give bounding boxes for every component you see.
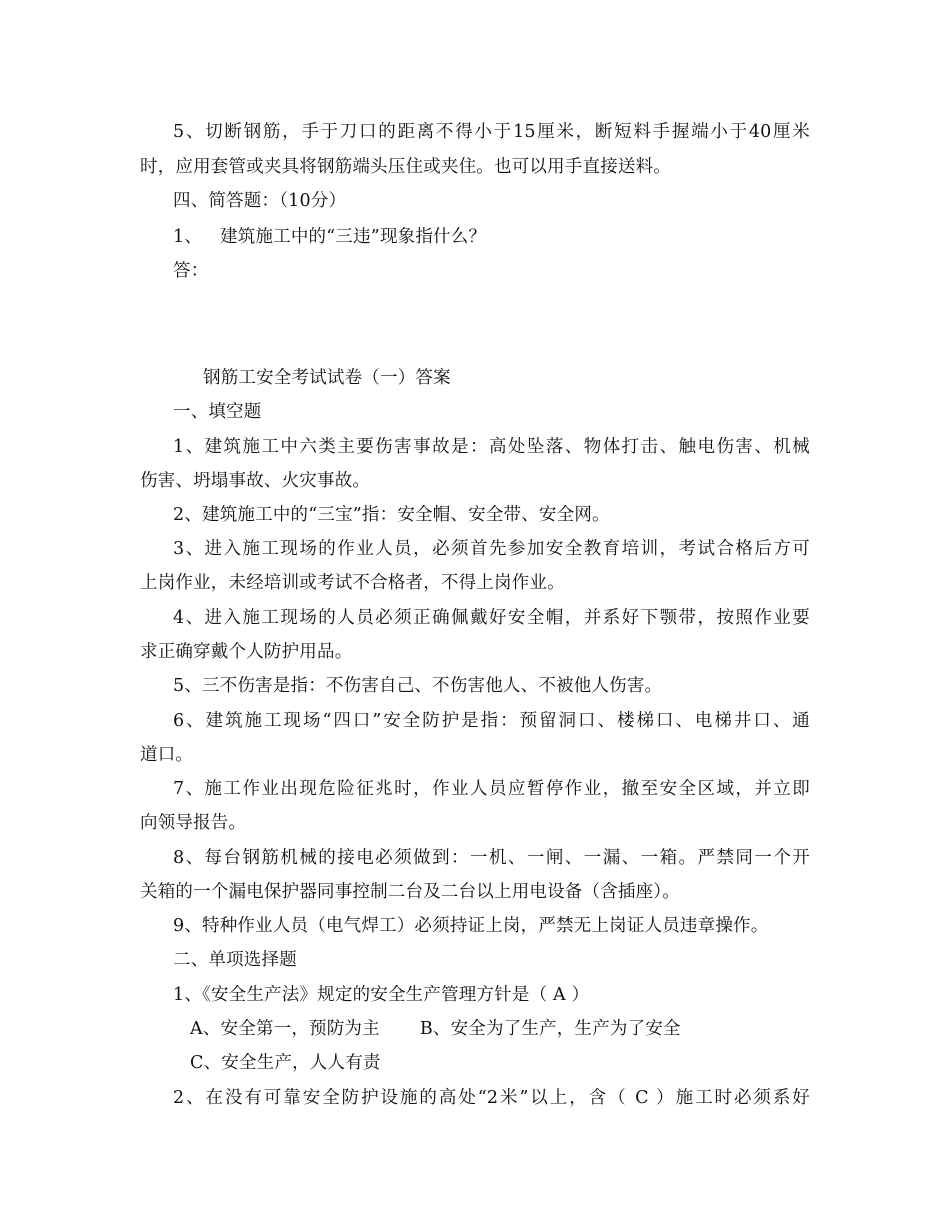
question-number: 1、	[173, 227, 203, 247]
option-a: A、安全第一，预防为主	[190, 1019, 380, 1039]
question-line	[173, 225, 853, 249]
option-c: C、安全生产，人人有责	[190, 1053, 381, 1073]
text-line: 求正确穿戴个人防护用品。	[140, 642, 353, 662]
question-text: 建筑施工中的“三违”现象指什么？	[220, 227, 487, 247]
text-line: 上岗作业，未经培训或考试不合格者，不得上岗作业。	[140, 573, 565, 593]
text-line: 9、特种作业人员（电气焊工）必须持证上岗，严禁无上岗证人员违章操作。	[173, 916, 769, 936]
question-line: 2、在没有可靠安全防护设施的高处“2米”以上，含（ C ）施工时必须系好	[173, 1088, 810, 1108]
text-line: 7、施工作业出现危险征兆时，作业人员应暂停作业，撤至安全区域，并立即	[173, 779, 810, 799]
text-line: 伤害、坍塌事故、火灾事故。	[140, 471, 371, 491]
text-line: 6、建筑施工现场“四口”安全防护是指：预留洞口、楼梯口、电梯井口、通	[173, 711, 810, 731]
option-b: B、安全为了生产，生产为了安全	[419, 1019, 681, 1039]
option-line	[190, 1017, 870, 1041]
text-line: 5、切断钢筋，手于刀口的距离不得小于15厘米，断短料手握端小于40厘米	[173, 122, 810, 142]
text-line: 8、每台钢筋机械的接电必须做到：一机、一闸、一漏、一箱。严禁同一个开	[173, 848, 810, 868]
text-line: 道口。	[140, 745, 194, 765]
text-line: 关箱的一个漏电保护器同事控制二台及二台以上用电设备（含插座）。	[140, 882, 680, 902]
text-line: 1、建筑施工中六类主要伤害事故是：高处坠落、物体打击、触电伤害、机械	[173, 437, 810, 457]
page-title: 钢筋工安全考试试卷（一）答案	[203, 368, 451, 388]
answer-label: 答：	[173, 261, 209, 281]
text-line: 4、进入施工现场的人员必须正确佩戴好安全帽，并系好下颚带，按照作业要	[173, 608, 810, 628]
text-line: 时，应用套管或夹具将钢筋端头压住或夹住。也可以用手直接送料。	[140, 157, 671, 177]
question-line: 1、《安全生产法》规定的安全生产管理方针是（ A ）	[173, 985, 590, 1005]
text-line: 向领导报告。	[140, 813, 247, 833]
text-line: 5、三不伤害是指：不伤害自己、不伤害他人、不被他人伤害。	[173, 676, 663, 696]
section-heading: 二、单项选择题	[173, 950, 297, 970]
text-line: 3、进入施工现场的作业人员，必须首先参加安全教育培训，考试合格后方可	[173, 539, 810, 559]
section-heading: 一、填空题	[173, 402, 262, 422]
text-line: 2、建筑施工中的“三宝”指：安全帽、安全带、安全网。	[173, 505, 610, 525]
section-heading: 四、简答题：（10分）	[173, 191, 347, 211]
